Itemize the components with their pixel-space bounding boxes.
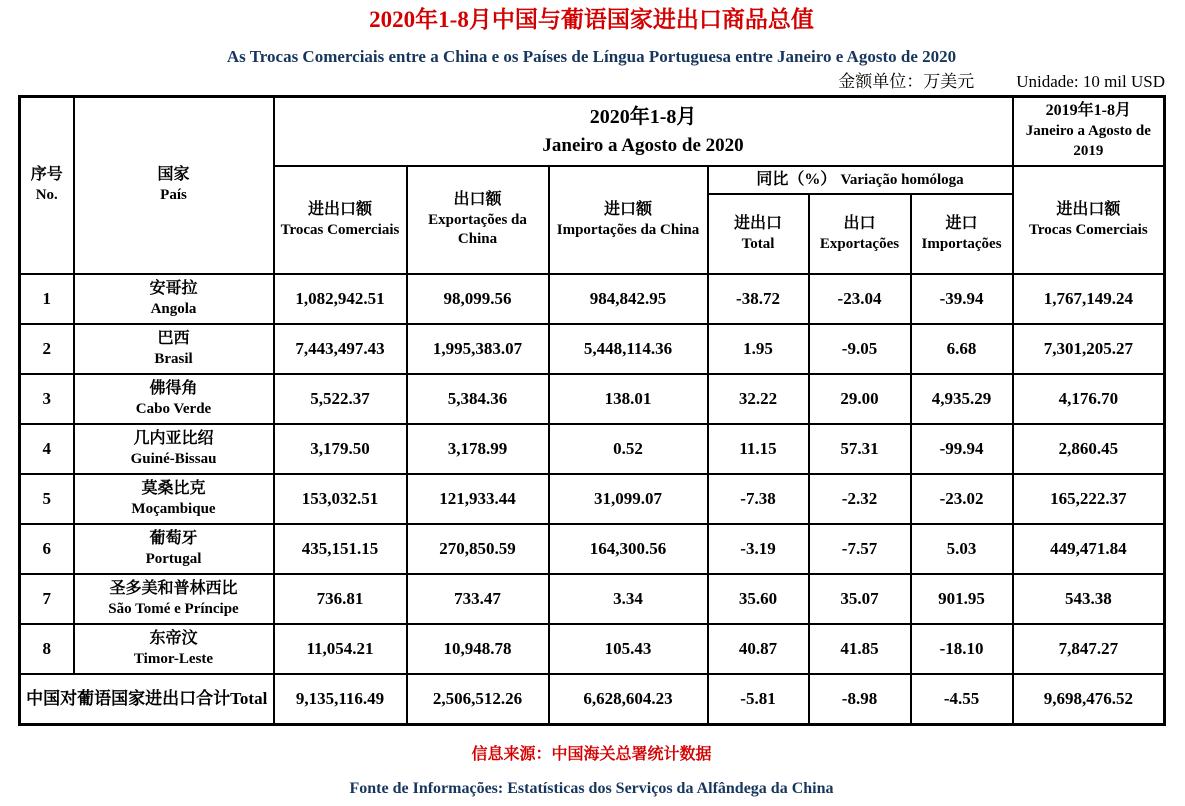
cell-yoy-exports: -23.04	[809, 274, 911, 324]
country-name-zh: 佛得角	[149, 379, 198, 397]
row-country	[74, 274, 274, 324]
country-name-pt: Brasil	[154, 350, 193, 367]
row-no: 7	[20, 574, 74, 624]
cell-yoy-total: -5.81	[708, 674, 809, 724]
header-yoy	[708, 166, 1013, 194]
cell-yoy-total: 1.95	[708, 324, 809, 374]
page-title-zh: 2020年1-8月中国与葡语国家进出口商品总值	[369, 7, 814, 32]
header-row-1	[20, 96, 1165, 166]
country-name-pt: Moçambique	[131, 500, 216, 517]
header-imports-pt: Importações da China	[556, 221, 700, 238]
header-yoy-imports-zh: 进口	[945, 214, 978, 232]
cell-exports: 1,995,383.07	[407, 324, 549, 374]
cell-imports: 164,300.56	[549, 524, 708, 574]
cell-yoy-exports: 35.07	[809, 574, 911, 624]
cell-yoy-exports: -2.32	[809, 474, 911, 524]
cell-exports: 10,948.78	[407, 624, 549, 674]
country-name-zh: 几内亚比绍	[133, 429, 214, 447]
cell-yoy-imports: -99.94	[911, 424, 1013, 474]
cell-yoy-exports: -7.57	[809, 524, 911, 574]
cell-imports: 31,099.07	[549, 474, 708, 524]
row-country	[74, 374, 274, 424]
header-exports-pt: Exportações da China	[428, 211, 527, 248]
table-row-cabo-verde	[20, 374, 1165, 424]
cell-trade-2020: 7,443,497.43	[274, 324, 407, 374]
cell-trade-2020: 9,135,116.49	[274, 674, 407, 724]
row-no: 1	[20, 274, 74, 324]
cell-yoy-imports: 5.03	[911, 524, 1013, 574]
cell-imports: 6,628,604.23	[549, 674, 708, 724]
row-country	[74, 474, 274, 524]
cell-trade-2020: 153,032.51	[274, 474, 407, 524]
country-name-zh: 巴西	[157, 329, 190, 347]
cell-imports: 138.01	[549, 374, 708, 424]
row-no: 2	[20, 324, 74, 374]
header-trade-2019-pt: Trocas Comerciais	[1028, 221, 1148, 238]
trade-data-table	[18, 95, 1166, 726]
source-line-pt: Fonte de Informações: Estatísticas dos Serviços da Alfândega da China	[349, 779, 834, 797]
cell-imports: 5,448,114.36	[549, 324, 708, 374]
header-yoy-imports	[911, 194, 1013, 274]
cell-yoy-total: -3.19	[708, 524, 809, 574]
cell-exports: 5,384.36	[407, 374, 549, 424]
cell-yoy-imports: 901.95	[911, 574, 1013, 624]
header-period-2019-zh: 2019年1-8月	[1045, 102, 1131, 120]
header-yoy-total-zh: 进出口	[733, 214, 782, 232]
country-name-zh: 葡萄牙	[149, 529, 198, 547]
header-no-zh: 序号	[30, 166, 63, 184]
table-row-angola	[20, 274, 1165, 324]
cell-exports: 98,099.56	[407, 274, 549, 324]
table-row-guine-bissau	[20, 424, 1165, 474]
cell-imports: 3.34	[549, 574, 708, 624]
cell-trade-2020: 3,179.50	[274, 424, 407, 474]
table-row-portugal	[20, 524, 1165, 574]
header-period-2020-pt: Janeiro a Agosto de 2020	[542, 135, 744, 156]
header-period-2019-pt: Janeiro a Agosto de 2019	[1025, 123, 1151, 159]
header-period-2020	[274, 96, 1013, 166]
table-row-timor-leste	[20, 624, 1165, 674]
cell-trade-2020: 11,054.21	[274, 624, 407, 674]
country-name-zh: 东帝汶	[149, 629, 198, 647]
unit-label-zh: 金额单位：万美元	[838, 71, 975, 91]
header-trade-pt: Trocas Comerciais	[280, 221, 400, 238]
cell-exports: 733.47	[407, 574, 549, 624]
header-yoy-total	[708, 194, 809, 274]
cell-imports: 0.52	[549, 424, 708, 474]
country-name-pt: Angola	[150, 300, 197, 317]
unit-line	[18, 72, 1165, 92]
row-country	[74, 424, 274, 474]
cell-yoy-total: 11.15	[708, 424, 809, 474]
source-line-zh: 信息来源：中国海关总署统计数据	[471, 745, 712, 763]
header-trade-2019	[1013, 166, 1165, 274]
row-no: 5	[20, 474, 74, 524]
cell-yoy-exports: 57.31	[809, 424, 911, 474]
cell-yoy-imports: -18.10	[911, 624, 1013, 674]
cell-yoy-total: -38.72	[708, 274, 809, 324]
row-no: 6	[20, 524, 74, 574]
country-name-zh: 莫桑比克	[141, 479, 206, 497]
header-yoy-total-pt: Total	[741, 235, 775, 252]
cell-trade-2020: 5,522.37	[274, 374, 407, 424]
row-country	[74, 624, 274, 674]
table-row-brasil	[20, 324, 1165, 374]
header-trade-2020	[274, 166, 407, 274]
cell-yoy-imports: 6.68	[911, 324, 1013, 374]
country-name-zh: 圣多美和普林西比	[109, 579, 238, 597]
header-no	[20, 96, 74, 274]
cell-yoy-exports: -9.05	[809, 324, 911, 374]
cell-yoy-exports: 41.85	[809, 624, 911, 674]
cell-trade-2019: 449,471.84	[1013, 524, 1165, 574]
cell-trade-2019: 165,222.37	[1013, 474, 1165, 524]
cell-yoy-exports: -8.98	[809, 674, 911, 724]
cell-yoy-total: -7.38	[708, 474, 809, 524]
cell-trade-2019: 2,860.45	[1013, 424, 1165, 474]
row-country	[74, 524, 274, 574]
cell-trade-2019: 9,698,476.52	[1013, 674, 1165, 724]
row-no: 8	[20, 624, 74, 674]
header-yoy-exports	[809, 194, 911, 274]
cell-imports: 984,842.95	[549, 274, 708, 324]
page-title-pt: As Trocas Comerciais entre a China e os Países de Língua Portuguesa entre Janeiro e Agosto de 2020	[226, 46, 957, 66]
row-no: 3	[20, 374, 74, 424]
row-country	[74, 324, 274, 374]
cell-yoy-exports: 29.00	[809, 374, 911, 424]
header-period-2019	[1013, 96, 1165, 166]
header-imports-zh: 进口额	[603, 200, 652, 218]
header-country	[74, 96, 274, 274]
header-no-en: No.	[35, 186, 58, 203]
cell-yoy-total: 32.22	[708, 374, 809, 424]
total-row-label: 中国对葡语国家进出口合计Total	[20, 674, 274, 724]
country-name-zh: 安哥拉	[149, 279, 198, 297]
country-name-pt: São Tomé e Príncipe	[108, 600, 239, 617]
country-name-pt: Timor-Leste	[133, 650, 214, 667]
header-yoy-imports-pt: Importações	[921, 235, 1002, 252]
header-trade-zh: 进出口额	[307, 200, 372, 218]
cell-trade-2019: 7,301,205.27	[1013, 324, 1165, 374]
row-no: 4	[20, 424, 74, 474]
header-exports-zh: 出口额	[453, 191, 502, 209]
cell-trade-2020: 435,151.15	[274, 524, 407, 574]
country-name-pt: Guiné-Bissau	[130, 450, 217, 467]
header-exports	[407, 166, 549, 274]
cell-trade-2020: 736.81	[274, 574, 407, 624]
header-country-pt: País	[160, 186, 187, 203]
cell-trade-2019: 543.38	[1013, 574, 1165, 624]
header-country-zh: 国家	[157, 166, 190, 184]
cell-yoy-imports: -4.55	[911, 674, 1013, 724]
cell-exports: 121,933.44	[407, 474, 549, 524]
header-yoy-pt: Variação homóloga	[840, 171, 964, 188]
cell-trade-2019: 4,176.70	[1013, 374, 1165, 424]
cell-exports: 2,506,512.26	[407, 674, 549, 724]
table-row-sao-tome	[20, 574, 1165, 624]
cell-trade-2019: 7,847.27	[1013, 624, 1165, 674]
cell-yoy-total: 35.60	[708, 574, 809, 624]
row-country	[74, 574, 274, 624]
cell-imports: 105.43	[549, 624, 708, 674]
header-imports	[549, 166, 708, 274]
cell-yoy-imports: 4,935.29	[911, 374, 1013, 424]
cell-trade-2020: 1,082,942.51	[274, 274, 407, 324]
header-yoy-exports-zh: 出口	[843, 214, 876, 232]
unit-label-pt: Unidade: 10 mil USD	[1016, 71, 1165, 91]
header-trade-2019-zh: 进出口额	[1056, 200, 1121, 218]
cell-exports: 3,178.99	[407, 424, 549, 474]
header-yoy-zh: 同比（%）	[756, 170, 837, 188]
header-yoy-exports-pt: Exportações	[819, 235, 900, 252]
table-row-total	[20, 674, 1165, 724]
table-row-mocambique	[20, 474, 1165, 524]
cell-exports: 270,850.59	[407, 524, 549, 574]
cell-yoy-imports: -39.94	[911, 274, 1013, 324]
country-name-pt: Portugal	[145, 550, 202, 567]
cell-yoy-total: 40.87	[708, 624, 809, 674]
cell-yoy-imports: -23.02	[911, 474, 1013, 524]
header-period-2020-zh: 2020年1-8月	[589, 106, 697, 128]
cell-trade-2019: 1,767,149.24	[1013, 274, 1165, 324]
country-name-pt: Cabo Verde	[135, 400, 212, 417]
